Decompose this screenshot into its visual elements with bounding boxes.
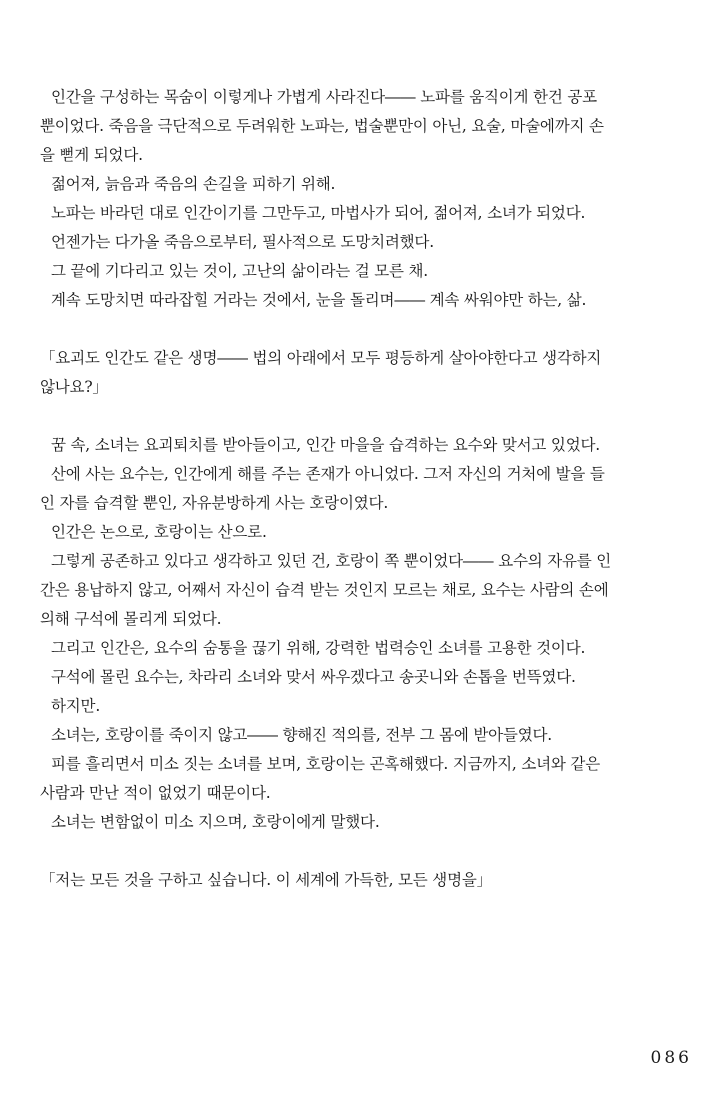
text-line: 계속 도망치면 따라잡힐 거라는 것에서, 눈을 돌리며―― 계속 싸워야만 하는, 삶. bbox=[51, 291, 587, 309]
dialogue-line: 「요괴도 인간도 같은 생명―― 법의 아래에서 모두 평등하게 살아야한다고 생각하지 bbox=[40, 349, 602, 367]
text-line: 하지만. bbox=[51, 697, 101, 715]
body-text bbox=[40, 83, 688, 895]
text-line: 뿐이었다. 죽음을 극단적으로 두려워한 노파는, 법술뿐만이 아닌, 요술, 마술에까지 손 bbox=[40, 117, 604, 135]
text-line: 언젠가는 다가올 죽음으로부터, 필사적으로 도망치려했다. bbox=[51, 233, 434, 251]
text-line: 젊어져, 늙음과 죽음의 손길을 피하기 위해. bbox=[51, 175, 336, 193]
text-line: 노파는 바라던 대로 인간이기를 그만두고, 마법사가 되어, 젊어져, 소녀가 되었다. bbox=[51, 204, 586, 222]
text-line: 꿈 속, 소녀는 요괴퇴치를 받아들이고, 인간 마을을 습격하는 요수와 맞서고 있었다. bbox=[51, 436, 600, 454]
text-line: 의해 구석에 몰리게 되었다. bbox=[40, 610, 222, 628]
paragraph-gap bbox=[40, 315, 688, 344]
text-line: 인간을 구성하는 목숨이 이렇게나 가볍게 사라진다―― 노파를 움직이게 한건 공포 bbox=[51, 88, 597, 106]
text-line: 소녀는 변함없이 미소 지으며, 호랑이에게 말했다. bbox=[51, 813, 380, 831]
text-line: 그 끝에 기다리고 있는 것이, 고난의 삶이라는 걸 모른 채. bbox=[51, 262, 429, 280]
text-line: 피를 흘리면서 미소 짓는 소녀를 보며, 호랑이는 곤혹해했다. 지금까지, 소녀와 같은 bbox=[51, 755, 600, 773]
text-line: 그렇게 공존하고 있다고 생각하고 있던 건, 호랑이 쪽 뿐이었다―― 요수의 자유를 인 bbox=[51, 552, 612, 570]
text-line: 인 자를 습격할 뿐인, 자유분방하게 사는 호랑이였다. bbox=[40, 494, 389, 512]
text-line: 구석에 몰린 요수는, 차라리 소녀와 맞서 싸우겠다고 송곳니와 손톱을 번뜩였다. bbox=[51, 668, 576, 686]
dialogue-line: 「저는 모든 것을 구하고 싶습니다. 이 세계에 가득한, 모든 생명을」 bbox=[40, 871, 492, 889]
paragraph-gap bbox=[40, 402, 688, 431]
paragraph-gap bbox=[40, 837, 688, 866]
dialogue-line: 않나요?」 bbox=[40, 378, 108, 396]
text-line: 소녀는, 호랑이를 죽이지 않고―― 향해진 적의를, 전부 그 몸에 받아들였다. bbox=[51, 726, 552, 744]
text-line: 산에 사는 요수는, 인간에게 해를 주는 존재가 아니었다. 그저 자신의 거처에 발을 들 bbox=[51, 465, 605, 483]
text-line: 간은 용납하지 않고, 어째서 자신이 습격 받는 것인지 모르는 채로, 요수는 사람의 손에 bbox=[40, 581, 609, 599]
text-line: 인간은 논으로, 호랑이는 산으로. bbox=[51, 523, 267, 541]
page-number: 086 bbox=[650, 1048, 692, 1068]
text-line: 사람과 만난 적이 없었기 때문이다. bbox=[40, 784, 271, 802]
text-line: 을 뻗게 되었다. bbox=[40, 146, 143, 164]
text-line: 그리고 인간은, 요수의 숨통을 끊기 위해, 강력한 법력승인 소녀를 고용한 것이다. bbox=[51, 639, 586, 657]
